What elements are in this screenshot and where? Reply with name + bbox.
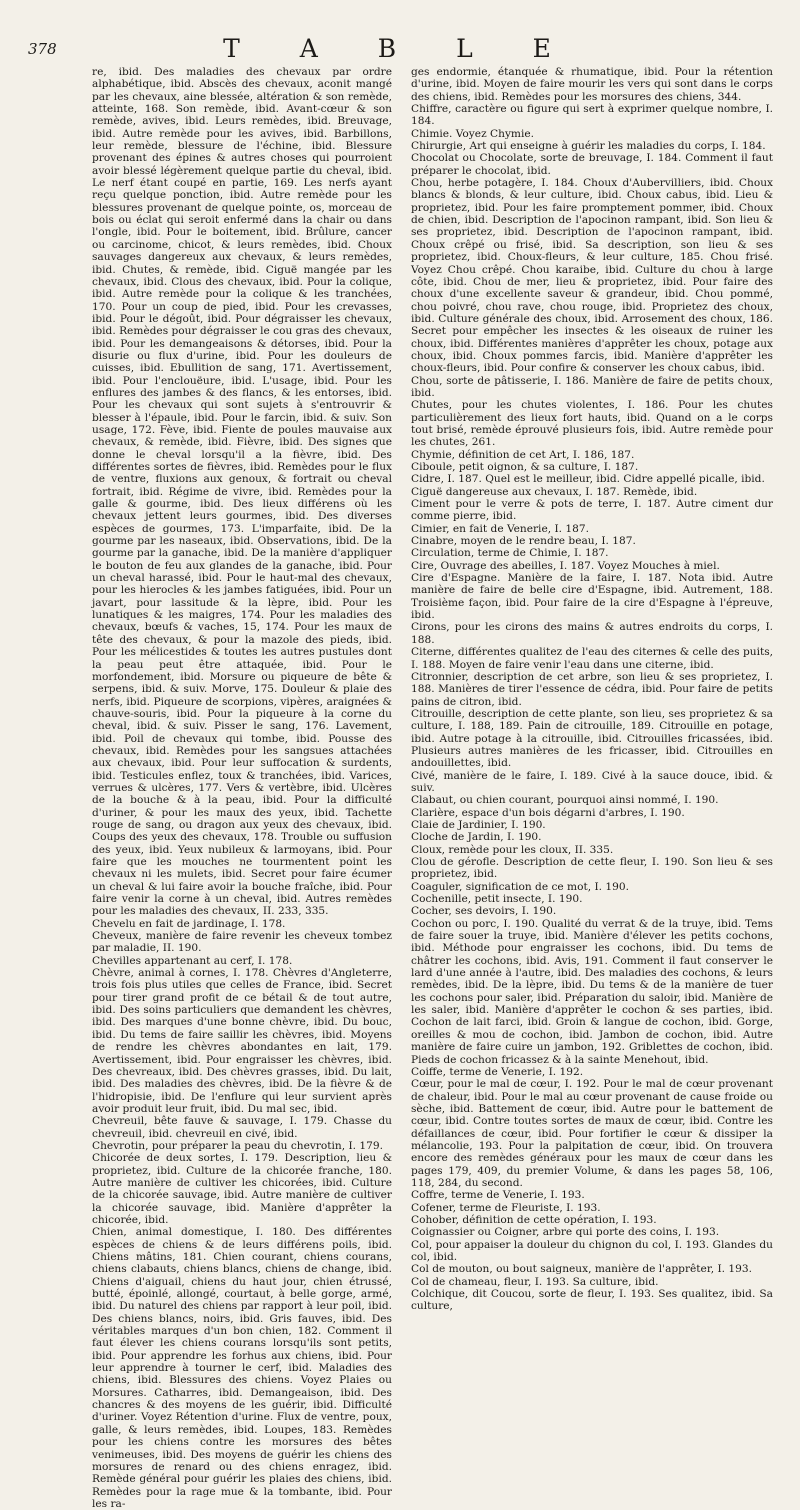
index-entry: Chèvre, animal à cornes, I. 178. Chèvres d'Angleterre, trois fois plus utiles que celles de France, ibid. Secret pour tirer grand profit de ce bétail & de tout autre, ibid. Des soins particuliers que demandent les chèvres, ibid. Des marques d'une bonne chèvre, ibid. Du bouc, ibid. Du tems de faire saillir les chèvres, ibid. Moyens de rendre les chèvres abondantes en lait, 179. Avertissement, ibid. Pour engraisser les chèvres, ibid. Des chevreaux, ibid. Des chèvres grasses, ibid. Du lait, ibid. Des maladies des chèvres, ibid. De la fièvre & de l'hidropisie, ibid. De l'enflure qui leur survient après avoir produit leur fruit, ibid. Du mal sec, ibid. (92, 967, 392, 1115)
index-entry: Col de mouton, ou bout saigneux, manière de l'apprêter, I. 193. (411, 1263, 752, 1276)
index-entry: Clou de gérofle. Description de cette fleur, I. 190. Son lieu & ses proprietez, ibid. (411, 856, 773, 881)
index-entry: Chevreuil, bête fauve & sauvage, I. 179. Chasse du chevreuil, ibid. chevreuil en civé, ibid. (92, 1115, 392, 1140)
index-entry: Ciguë dangereuse aux chevaux, I. 187. Remède, ibid. (411, 485, 698, 498)
index-entry: Cheveux, manière de faire revenir les cheveux tombez par maladie, II. 190. (92, 930, 392, 955)
index-entry: Chou, sorte de pâtisserie, I. 186. Manière de faire de petits choux, ibid. (411, 374, 773, 399)
right-column (411, 66, 773, 1313)
index-entry: re, ibid. Des maladies des chevaux par ordre alphabétique, ibid. Abscès des chevaux, aconit mangé par les chevaux, aine blessée, altération & son remède, atteinte, 168. Son remède, ibid. Avant-cœur & son remède, avives, ibid. Leurs remèdes, ibid. Breuvage, ibid. Autre remède pour les avives, ibid. Barbillons, leur remède, blessure de l'échine, ibid. Blessure provenant des épines & autres choses qui pourroient avoir blessé légèrement quelque partie du cheval, ibid. Le nerf étant coupé en partie, 169. Les nerfs ayant reçu quelque ponction, ibid. Autre remède pour les blessures provenant de quelque pointe, os, morceau de bois ou éclat qui seroit enfermé dans la chair ou dans l'ongle, ibid. Pour le boitement, ibid. Brûlure, cancer ou carcinome, chicot, & leurs remèdes, ibid. Choux sauvages dangereux aux chevaux, & leurs remèdes, ibid. Chutes, & remède, ibid. Ciguë mangée par les chevaux, ibid. Clous des chevaux, ibid. Pour la colique, ibid. Autre remède pour la colique & les tranchées, 170. Pour un coup de pied, ibid. Pour les crevasses, ibid. Pour le dégoût, ibid. Pour dégraisser les chevaux, ibid. Remèdes pour dégraisser le cou gras des chevaux, ibid. Pour les demangeaisons & détorses, ibid. Pour la disurie ou flux d'urine, ibid. Pour les douleurs de cuisses, ibid. Ebullition de sang, 171. Avertissement, ibid. Pour l'enclouëure, ibid. L'usage, ibid. Pour les enflures des jambes & des flancs, & les entorses, ibid. Pour les chevaux qui sont sujets à s'entrouvrir & blesser à l'épaule, ibid. Pour le farcin, ibid. & suiv. Son usage, 172. Fève, ibid. Fiente de poules mauvaise aux chevaux, & remède, ibid. Fièvre, ibid. Des signes que donne le cheval lorsqu'il a la fièvre, ibid. Des différentes sortes de fièvres, ibid. Remèdes pour le flux de ventre, fluxions aux genoux, & fortrait ou cheval fortrait, ibid. Régime de vivre, ibid. Remèdes pour la galle & gourme, ibid. Des lieux différens où les chevaux jettent leurs gourmes, ibid. Des diverses espèces de gourmes, 173. L'imparfaite, ibid. De la gourme par les naseaux, ibid. Observations, ibid. De la gourme par la ganache, ibid. De la manière d'appliquer le bouton de feu aux glandes de la ganache, ibid. Pour un cheval harassé, ibid. Pour le haut-mal des chevaux, pour les hierocles & les jambes fatiguées, ibid. Pour un javart, pour lassitude & la lèpre, ibid. Pour les lunatiques & les maigres, 174. Pour les maladies des chevaux, bœufs & vaches, 15, 174. Pour les maux de tête des chevaux, & pour la mazole des pieds, ibid. Pour les mélicestides & toutes les autres pustules dont la peau peut être attaquée, ibid. Pour le morfondement, ibid. Morsure ou piqueure de bête & serpens, ibid. & suiv. Morve, 175. Douleur & plaie des nerfs, ibid. Piqueure de scorpions, vipères, araignées & chauve-souris, ibid. Pour la piqueure à la corne du cheval, ibid. & suiv. Pisser le sang, 176. Lavement, ibid. Poil de chevaux qui tombe, ibid. Pousse des chevaux, ibid. Remèdes pour les sangsues attachées aux chevaux, ibid. Pour leur suffocation & surdents, ibid. Testicules enflez, toux & tranchées, ibid. Varices, verrues & ulcères, 177. Vers & vertèbre, ibid. Ulcères de la bouche & à la peau, ibid. Pour la difficulté d'uriner, & pour les maux des yeux, ibid. Tachette rouge de sang, ou dragon aux yeux des chevaux, ibid. Coups des yeux des chevaux, 178. Trouble ou suffusion des yeux, ibid. Yeux nubileux & larmoyans, ibid. Pour faire que les mouches ne tourmentent point les chevaux ni les mulets, ibid. Secret pour faire écumer un cheval & lui faire avoir la bouche fraîche, ibid. Pour faire venir la corne à un cheval, ibid. Autres remèdes pour les maladies des chevaux, II. 233, 335. (92, 66, 392, 918)
index-entry: Chocolat ou Chocolate, sorte de breuvage, I. 184. Comment il faut préparer le chocolat, ibid. (411, 152, 773, 177)
index-entry: Claie de Jardinier, I. 190. (411, 818, 546, 831)
index-entry: Chicorée de deux sortes, I. 179. Description, lieu & proprietez, ibid. Culture de la chicorée franche, 180. Autre manière de cultiver les chicorées, ibid. Culture de la chicorée sauvage, ibid. Autre manière de cultiver la chicorée sauvage, ibid. Manière d'apprêter la chicorée, ibid. (92, 1152, 392, 1226)
index-entry: Ciment pour le verre & pots de terre, I. 187. Autre ciment dur comme pierre, ibid. (411, 498, 773, 523)
index-entry: Citrouille, description de cette plante, son lieu, ses proprietez & sa culture, I. 188, 189. Pain de citrouille, 189. Citrouille en potage, ibid. Autre potage à la citrouille, ibid. Citrouilles fricassées, ibid. Plusieurs autres manières de les fricasser, ibid. Citrouilles en andouillettes, ibid. (411, 707, 773, 770)
index-entry: Chevrotin, pour préparer la peau du chevrotin, I. 179. (92, 1139, 383, 1152)
index-entry: Chirurgie, Art qui enseigne à guérir les maladies du corps, I. 184. (411, 140, 766, 153)
index-entry: Cimier, en fait de Venerie, I. 187. (411, 522, 589, 535)
index-entry: Coiffe, terme de Venerie, I. 192. (411, 1065, 584, 1078)
index-entry: ges endormie, étanquée & rhumatique, ibid. Pour la rétention d'urine, ibid. Moyen de faire mourir les vers qui sont dans le corps des chiens, ibid. Remèdes pour les morsures des chiens, 344. (411, 66, 773, 103)
index-entry: Civé, manière de le faire, I. 189. Civé à la sauce douce, ibid. & suiv. (411, 769, 773, 794)
index-entry: Ciboule, petit oignon, & sa culture, I. 187. (411, 461, 639, 473)
index-entry: Cocher, ses devoirs, I. 190. (411, 905, 557, 918)
index-entry: Chiffre, caractère ou figure qui sert à exprimer quelque nombre, I. 184. (411, 103, 773, 128)
index-entry: Coffre, terme de Venerie, I. 193. (411, 1189, 585, 1202)
index-entry: Cire, Ouvrage des abeilles, I. 187. Voyez Mouches à miel. (411, 559, 720, 572)
running-head: T A B L E (223, 34, 577, 63)
index-entry: Chymie, définition de cet Art, I. 186, 187. (411, 448, 635, 461)
index-entry: Cohober, définition de cette opération, I. 193. (411, 1213, 657, 1226)
index-entry: Chevelu en fait de jardinage, I. 178. (92, 917, 286, 930)
index-entry: Cochon ou porc, I. 190. Qualité du verrat & de la truye, ibid. Tems de faire souer la truye, ibid. Manière d'élever les petits cochons, ibid. Méthode pour engraisser les cochons, ibid. Du tems de châtrer les cochons, ibid. Avis, 191. Comment il faut conserver le lard d'une année à l'autre, ibid. Des maladies des cochons, & leurs remèdes, ibid. De la lèpre, ibid. Du tems & de la manière de tuer les cochons pour saler, ibid. Préparation du saloir, ibid. Manière de les saler, ibid. Manière d'apprêter le cochon & ses parties, ibid. Cochon de lait farci, ibid. Groin & langue de cochon, ibid. Gorge, oreilles & mou de cochon, ibid. Jambon de cochon, ibid. Autre manière de faire cuire un jambon, 192. Griblettes de cochon, ibid. Pieds de cochon fricassez & à la sainte Menehout, ibid. (411, 917, 773, 1066)
index-entry: Cofener, terme de Fleuriste, I. 193. (411, 1201, 601, 1214)
index-entry: Clabaut, ou chien courant, pourquoi ainsi nommé, I. 190. (411, 794, 719, 807)
index-entry: Cloux, remède pour les cloux, II. 335. (411, 843, 614, 856)
index-entry: Col, pour appaiser la douleur du chignon du col, I. 193. Glandes du col, ibid. (411, 1238, 773, 1263)
index-entry: Chutes, pour les chutes violentes, I. 186. Pour les chutes particulièrement des lieux fort hauts, ibid. Quand on a le corps tout brisé, remède éprouvé plusieurs fois, ibid. Autre remède pour les chutes, 261. (411, 399, 773, 449)
index-entry: Cochenille, petit insecte, I. 190. (411, 893, 583, 906)
index-entry: Col de chameau, fleur, I. 193. Sa culture, ibid. (411, 1275, 659, 1288)
index-entry: Citerne, différentes qualitez de l'eau des citernes & celle des puits, I. 188. Moyen de faire venir l'eau dans une citerne, ibid. (411, 646, 774, 671)
index-entry: Circulation, terme de Chimie, I. 187. (411, 547, 609, 560)
index-entry: Cœur, pour le mal de cœur, I. 192. Pour le mal de cœur provenant de chaleur, ibid. Pour le mal au cœur provenant de cause froide ou sèche, ibid. Battement de cœur, ibid. Autre pour le battement de cœur, ibid. Contre toutes sortes de maux de cœur, ibid. Contre les défaillances de cœur, ibid. Pour fortifier le cœur & dissiper la mélancolie, 193. Pour la palpitation de cœur, ibid. On trouvera encore des remèdes généraux pour les maux de cœur dans les pages 179, 409, du premier Volume, & dans les pages 58, 106, 118, 284, du second. (411, 1078, 773, 1189)
index-entry: Chimie. Voyez Chymie. (411, 127, 534, 140)
index-entry: Clarière, espace d'un bois dégarni d'arbres, I. 190. (411, 806, 685, 819)
index-entry: Cloche de Jardin, I. 190. (411, 831, 542, 844)
index-entry: Coaguler, signification de ce mot, I. 190. (411, 880, 629, 893)
index-entry: Cinabre, moyen de le rendre beau, I. 187. (411, 535, 636, 548)
index-entry: Cire d'Espagne. Manière de la faire, I. 187. Nota ibid. Autre manière de faire de belle cire d'Espagne, ibid. Autrement, 188. Troisième façon, ibid. Pour faire de la cire d'Espagne à l'épreuve, ibid. (411, 572, 773, 622)
index-entry: Chien, animal domestique, I. 180. Des différentes espèces de chiens & de leurs différens poils, ibid. Chiens mâtins, 181. Chien courant, chiens courans, chiens clabauts, chiens blancs, chiens de change, ibid. Chiens d'aiguail, chiens du haut jour, chien étrussé, butté, époinlé, allongé, courtaut, à belle gorge, armé, ibid. Du naturel des chiens par rapport à leur poil, ibid. Des chiens blancs, noirs, ibid. Gris fauves, ibid. Des véritables marques d'un bon chien, 182. Comment il faut élever les chiens courans lorsqu'ils sont petits, ibid. Pour apprendre les forhus aux chiens, ibid. Pour leur apprendre à tourner le cerf, ibid. Maladies des chiens, ibid. Blessures des chiens. Voyez Plaies ou Morsures. Catharres, ibid. Demangeaison, ibid. Des chancres & des moyens de les guérir, ibid. Difficulté d'uriner. Voyez Rétention d'urine. Flux de ventre, poux, galle, & leurs remèdes, ibid. Loupes, 183. Remèdes pour les chiens contre les morsures des bêtes venimeuses, ibid. Des moyens de guérir les chiens des morsures de renard ou des chiens enragez, ibid. Remède général pour guérir les plaies des chiens, ibid. Remèdes pour la rage mue & la tombante, ibid. Pour les ra- (92, 1226, 392, 1510)
index-entry: Colchique, dit Coucou, sorte de fleur, I. 193. Ses qualitez, ibid. Sa culture, (411, 1288, 773, 1313)
index-entry: Chou, herbe potagère, I. 184. Choux d'Aubervilliers, ibid. Choux blancs & blonds, & leur culture, ibid. Choux cabus, ibid. Lieu & proprietez, ibid. Pour les faire promptement pommer, ibid. Choux de chien, ibid. Description de l'apocinon rampant, ibid. Son lieu & ses proprietez, ibid. Description de l'apocinon rampant, ibid. Choux crêpé ou frisé, ibid. Sa description, son lieu & ses proprietez, ibid. Choux-fleurs, & leur culture, 185. Chou frisé. Voyez Chou crêpé. Chou karaibe, ibid. Culture du chou à large côte, ibid. Chou de mer, lieu & proprietez, ibid. Pour faire des choux d'une excellente saveur & grandeur, ibid. Chou pommé, chou poivré, chou rave, chou rouge, ibid. Proprietez des choux, ibid. Culture générale des choux, ibid. Arrosement des choux, 186. Secret pour empêcher les insectes & les oiseaux de ruiner les choux, ibid. Différentes manières d'apprêter les choux, potage aux choux, ibid. Choux pommes farcis, ibid. Manière d'apprêter les choux-fleurs, ibid. Pour confire & conserver les choux cabus, ibid. (411, 177, 773, 375)
index-entry: Cidre, I. 187. Quel est le meilleur, ibid. Cidre appellé picalle, ibid. (411, 473, 765, 486)
page-number: 378 (28, 40, 57, 58)
index-entry: Coignassier ou Coigner, arbre qui porte des coins, I. 193. (411, 1226, 720, 1239)
index-entry: Cirons, pour les cirons des mains & autres endroits du corps, I. 188. (411, 621, 773, 646)
index-entry: Chevilles appartenant au cerf, I. 178. (92, 954, 293, 967)
index-entry: Citronnier, description de cet arbre, son lieu & ses proprietez, I. 188. Manières de tirer l'essence de cédra, ibid. Pour faire de petits pains de citron, ibid. (411, 670, 773, 708)
left-column (92, 66, 392, 1510)
